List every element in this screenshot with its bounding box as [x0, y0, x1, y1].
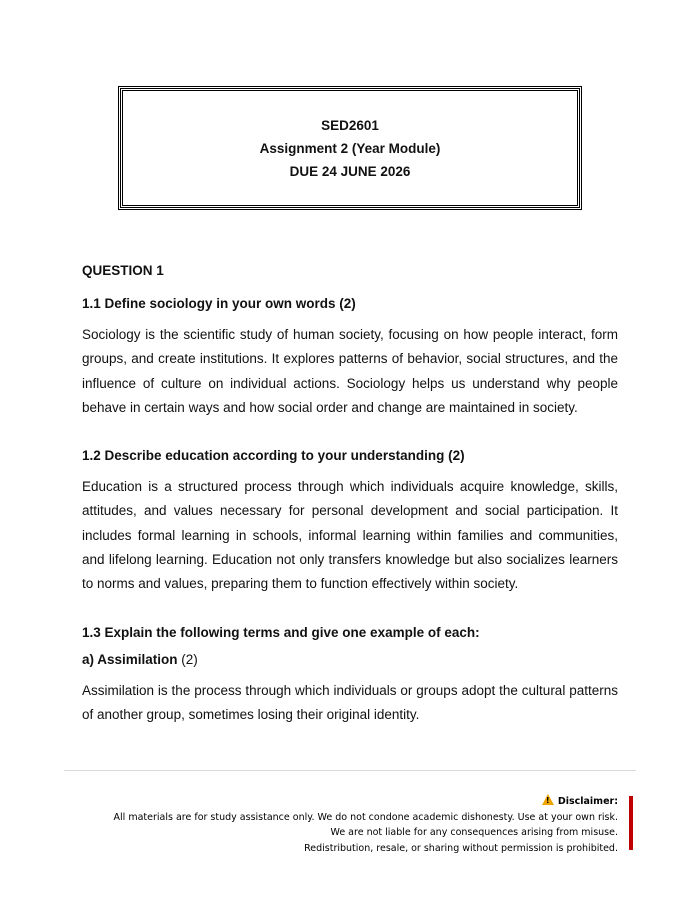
- warning-icon: [542, 794, 554, 805]
- disclaimer: [114, 794, 618, 856]
- footer-divider: [64, 770, 636, 771]
- document-body: [82, 263, 618, 727]
- disclaimer-line-3: Redistribution, resale, or sharing without permission is prohibited.: [304, 842, 618, 854]
- assimilation-marks: (2): [181, 651, 198, 667]
- course-code: SED2601: [321, 117, 379, 133]
- assimilation-label: a) Assimilation: [82, 651, 178, 667]
- question-1-1-heading: 1.1 Define sociology in your own words (2): [82, 296, 356, 311]
- question-1-2-answer: Education is a structured process through which individuals acquire knowledge, skills, attitudes, and values necessary for personal development and social participation. It includes formal learning in schools, informal learning within families and communities, and lifelong learning. Education not only transfers knowledge but also socializes learners to norms and values, preparing them to function effectively within society.: [82, 479, 618, 592]
- title-box: [120, 88, 580, 208]
- assignment-title: Assignment 2 (Year Module): [259, 140, 441, 156]
- question-1-2-heading: 1.2 Describe education according to your understanding (2): [82, 448, 465, 464]
- question-1-1-answer: Sociology is the scientific study of human society, focusing on how people interact, form groups, and create institutions. It explores patterns of behavior, social structures, and the influence of culture on individual actions. Sociology helps us understand why people behave in certain ways and how social order and change are maintained in society.: [82, 327, 618, 415]
- disclaimer-title-row: [114, 794, 618, 810]
- assimilation-heading: [82, 652, 618, 667]
- question-1-3-heading: 1.3 Explain the following terms and give one example of each:: [82, 624, 480, 640]
- disclaimer-title: Disclaimer:: [557, 796, 618, 807]
- disclaimer-line-2: We are not liable for any consequences arising from misuse.: [330, 827, 618, 838]
- due-date: DUE 24 JUNE 2026: [289, 163, 411, 179]
- disclaimer-line-1: All materials are for study assistance only. We do not condone academic dishonesty. Use at your own risk.: [113, 811, 618, 823]
- question-title: QUESTION 1: [82, 263, 164, 278]
- disclaimer-accent-bar: [629, 796, 633, 850]
- assimilation-answer: Assimilation is the process through which individuals or groups adopt the cultural patterns of another group, sometimes losing their original identity.: [82, 682, 618, 722]
